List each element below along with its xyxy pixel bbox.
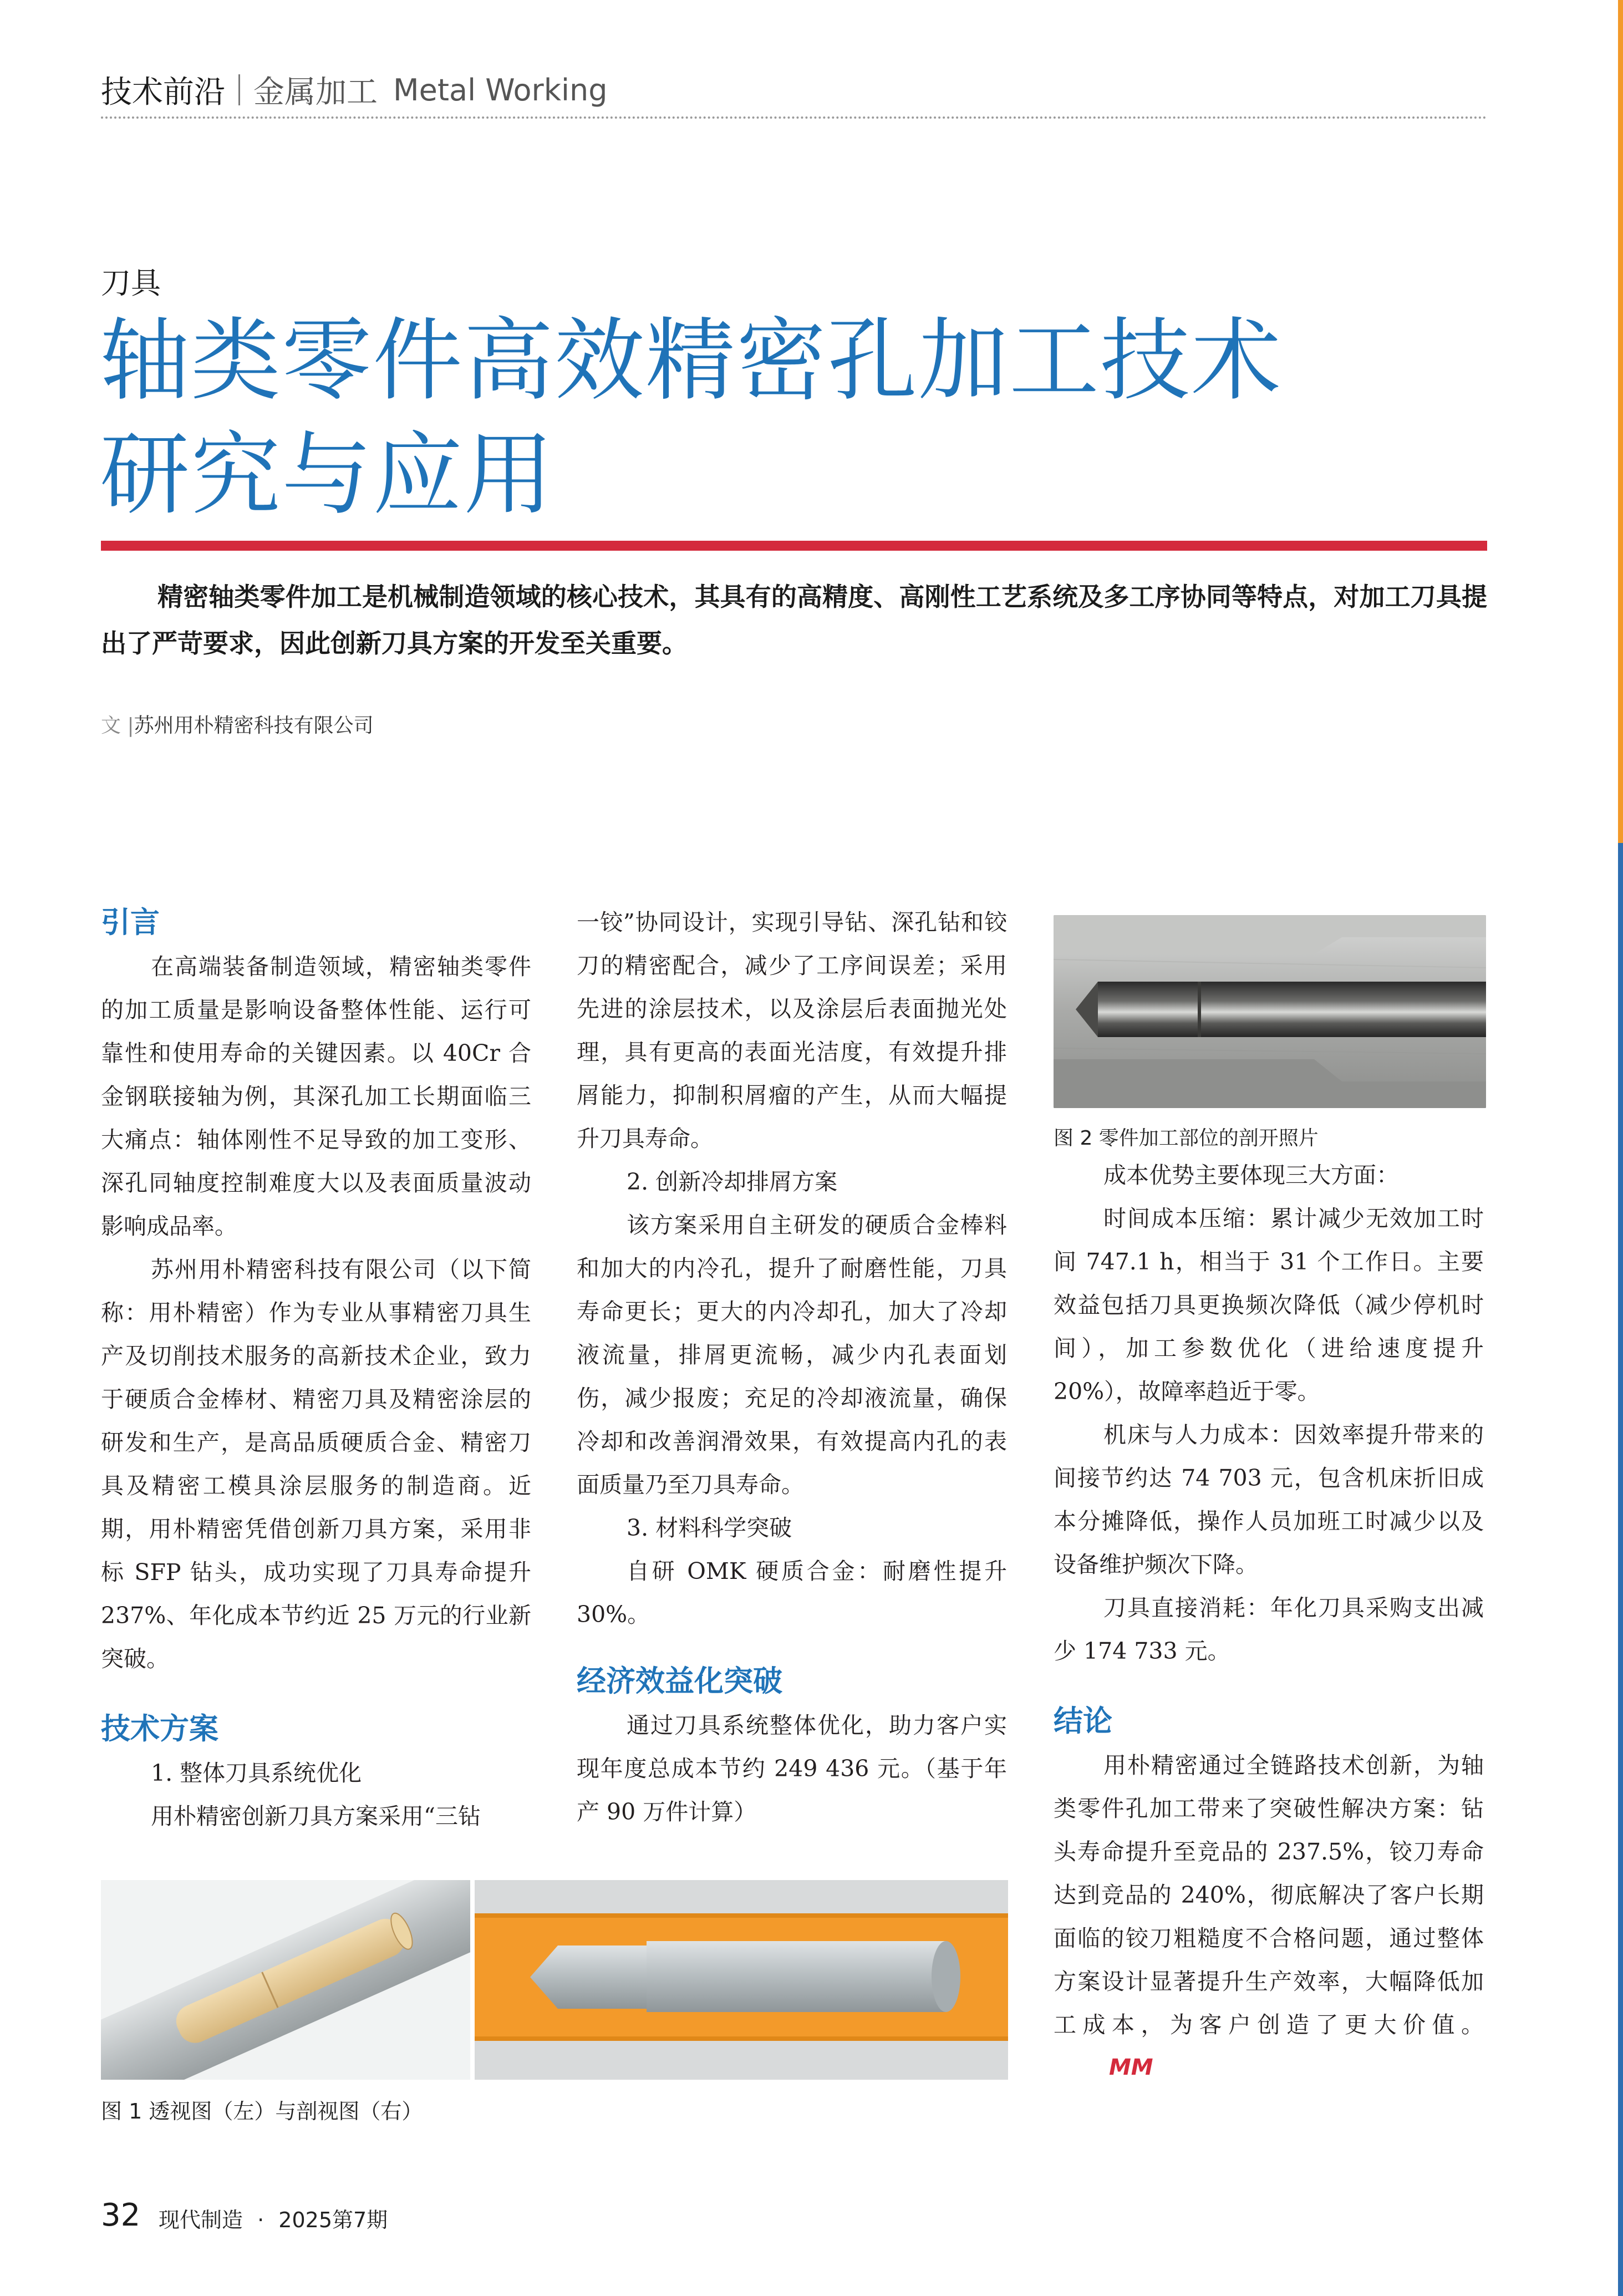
paragraph: 刀具直接消耗：年化刀具采购支出减少 174 733 元。 [1054, 1594, 1484, 1664]
heading-intro: 引言 [101, 906, 160, 939]
figure-1-perspective [101, 1880, 470, 2080]
conclusion-text: 用朴精密通过全链路技术创新，为轴类零件孔加工带来了突破性解决方案：钻头寿命提升至竞品的 237.5%，铰刀寿命达到竞品的 240%，彻底解决了客户长期面临的铰刀粗糙度不合格问题，通过整体方案设计显著提升生产效率，大幅降低加工成本，为客户创造了更大价值。 [1054, 1752, 1484, 2038]
column-3 [1054, 1154, 1484, 2092]
page-number: 32 [101, 2197, 141, 2233]
paragraph: 苏州用朴精密科技有限公司（以下简称：用朴精密）作为专业从事精密刀具生产及切削技术服务的高新技术企业，致力于硬质合金棒材、精密刀具及精密涂层的研发和生产，是高品质硬质合金、精密刀具及精密工模具涂层服务的制造商。近期，用朴精密凭借创新刀具方案，采用非标 SFP 钻头，成功实现了刀具寿命提升 237%、年化成本节约近 25 万元的行业新突破。 [101, 1256, 531, 1672]
subheading: 2. 创新冷却排屑方案 [627, 1169, 838, 1195]
footer-dot: · [257, 2208, 264, 2232]
paragraph: 用朴精密创新刀具方案采用“三钻 [151, 1803, 481, 1830]
header-divider [238, 74, 240, 105]
paragraph-conclusion [1054, 1744, 1484, 2092]
article-title [100, 304, 1519, 532]
byline-prefix: 文 | [101, 714, 134, 737]
paragraph: 通过刀具系统整体优化，助力客户实现年度总成本节约 249 436 元。（基于年产 90 万件计算） [577, 1712, 1007, 1825]
figure-1-caption: 图 1 透视图（左）与剖视图（右） [101, 2099, 423, 2124]
article-kicker: 刀具 [101, 266, 161, 301]
byline [101, 710, 374, 738]
running-header [101, 68, 1487, 118]
subheading: 3. 材料科学突破 [627, 1515, 792, 1541]
header-rule [101, 116, 1487, 119]
paragraph: 该方案采用自主研发的硬质合金棒料和加大的内冷孔，提升了耐磨性能，刀具寿命更长；更大的内冷却孔，加大了冷却液流量，排屑更流畅，减少内孔表面划伤，减少报废；充足的冷却液流量，确保冷却和改善润滑效果，有效提高内孔的表面质量乃至刀具寿命。 [577, 1212, 1007, 1498]
mm-logo-icon [1059, 2049, 1160, 2092]
figure-2-photo [1054, 915, 1486, 1108]
footer-issue: 2025第7期 [278, 2208, 388, 2232]
heading-econ: 经济效益化突破 [577, 1664, 782, 1698]
column-1 [101, 901, 531, 1838]
header-category: 金属加工 [253, 74, 378, 110]
cutaway-photo-graphic [1054, 915, 1486, 1108]
paragraph: 自研 OMK 硬质合金：耐磨性提升 30%。 [577, 1558, 1007, 1628]
edge-strip-orange [1618, 0, 1623, 843]
heading-tech: 技术方案 [101, 1712, 218, 1746]
column-2 [577, 901, 1007, 1833]
title-rule [101, 541, 1487, 551]
lead-paragraph: 精密轴类零件加工是机械制造领域的核心技术，其具有的高精度、高刚性工艺系统及多工序协同等特点，对加工刀具提出了严苛要求，因此创新刀具方案的开发至关重要。 [101, 582, 1487, 658]
paragraph: 一铰”协同设计，实现引导钻、深孔钻和铰刀的精密配合，减少了工序间误差；采用先进的涂层技术，以及涂层后表面抛光处理，具有更高的表面光洁度，有效提升排屑能力，抑制积屑瘤的产生，从而大幅提升刀具寿命。 [577, 909, 1007, 1152]
edge-strip-blue [1618, 843, 1623, 2296]
figure-2-caption: 图 2 零件加工部位的剖开照片 [1054, 1127, 1319, 1150]
paragraph: 成本优势主要体现三大方面： [1103, 1162, 1399, 1188]
svg-text:MM: MM [1109, 2055, 1153, 2078]
paragraph: 机床与人力成本：因效率提升带来的间接节约达 74 703 元，包含机床折旧成本分摊降低，操作人员加班工时减少以及设备维护频次下降。 [1054, 1421, 1484, 1578]
title-line-1: 轴类零件高效精密孔加工技术 [100, 309, 1282, 413]
figure-1-section [475, 1880, 1008, 2080]
paragraph: 在高端装备制造领域，精密轴类零件的加工质量是影响设备整体性能、运行可靠性和使用寿命的关键因素。以 40Cr 合金钢联接轴为例，其深孔加工长期面临三大痛点：轴体刚性不足导致的加工变形、深孔同轴度控制难度大以及表面质量波动影响成品率。 [101, 953, 531, 1240]
footer-publication [159, 2203, 388, 2233]
heading-conclusion: 结论 [1054, 1704, 1112, 1738]
subheading: 1. 整体刀具系统优化 [151, 1760, 362, 1786]
section-view-graphic [475, 1880, 1008, 2080]
byline-author: 苏州用朴精密科技有限公司 [134, 714, 374, 737]
perspective-view-graphic [101, 1880, 470, 2080]
header-section: 技术前沿 [101, 74, 225, 110]
title-line-2: 研究与应用 [100, 423, 554, 527]
footer-magazine: 现代制造 [159, 2208, 243, 2232]
paragraph: 时间成本压缩：累计减少无效加工时间 747.1 h，相当于 31 个工作日。主要效益包括刀具更换频次降低（减少停机时间），加工参数优化（进给速度提升 20%），故障率趋近于零。 [1054, 1205, 1484, 1405]
header-category-en: Metal Working [393, 72, 608, 108]
